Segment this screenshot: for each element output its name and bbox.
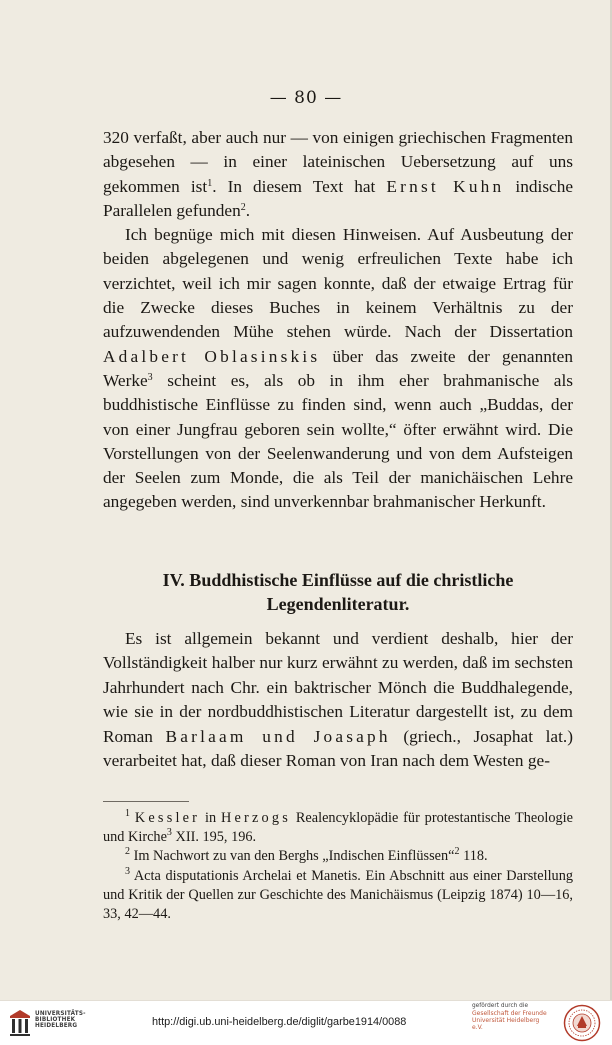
library-name-line-2: BIBLIOTHEK: [35, 1017, 76, 1024]
paragraph-1-text-start: 320 verfaßt, aber auch nur — von einigen griechischen Fragmenten abgesehen — in einer lateinischen Uebersetzung auf uns gekommen ist: [103, 128, 573, 196]
work-title-barlaam: Barlaam und Joasaph: [165, 726, 391, 746]
section-paragraph-1: [103, 627, 573, 773]
digitization-footer: [0, 1000, 612, 1045]
section-heading-line-2: Legendenliteratur.: [266, 594, 410, 614]
funding-label: gefördert durch die: [472, 1003, 529, 1009]
paragraph-1-text-mid: . In diesem Text hat: [212, 176, 387, 196]
university-seal-icon: [563, 1004, 601, 1042]
paragraph-2-text-mid: über das zweite der genannten Werke: [103, 346, 573, 390]
footnote-1: [103, 809, 573, 847]
author-name-oblasinski: Adalbert Oblasinskis: [103, 346, 321, 366]
paragraph-1-text-post: indische Parallelen gefunden: [103, 176, 574, 220]
footnote-2-tail: 118.: [459, 848, 488, 865]
footnote-1-in: in: [200, 810, 221, 826]
footnote-3-text: Acta disputationis Archelai et Manetis. Ein Abschnitt aus einer Darstellung und Kritik der Quellen zur Geschichte des Manichäismus (Leipzig 1874) 10—16, 33, 42—44.: [103, 867, 573, 923]
footnote-1-mark: 1: [125, 808, 130, 819]
footnote-1-edition: 3: [166, 827, 172, 839]
funding-note: [472, 1003, 552, 1031]
footnote-1-tail: XII. 195, 196.: [171, 829, 257, 846]
footnote-2-mark: 2: [125, 846, 130, 858]
paragraph-2-text-post: scheint es, als ob in ihm eher brahmanische als buddhistische Einflüsse zu finden sind, wenn auch „Buddas, der von einer Jungfrau geboren sein wollte,“ öfter erwähnt wird. Die Vorstellungen von der Seelenwanderung und von dem Aufsteigen der Seelen zum Monde, die als Teil der manichäischen Lehre angegeben werden, sind unverkennbar brahmanischer Herkunft.: [103, 370, 573, 512]
footnote-3-mark: 3: [125, 865, 130, 877]
funding-organization-line-1: Gesellschaft der Freunde: [472, 1010, 547, 1017]
university-library-logo-icon: [8, 1008, 32, 1038]
footnote-2-edition: 2: [454, 846, 460, 858]
paragraph-1-text-end: .: [245, 200, 251, 220]
library-name-line-1: UNIVERSITÄTS-: [35, 1011, 86, 1017]
footnotes: [103, 809, 573, 924]
author-name-kuhn: Ernst Kuhn: [386, 176, 505, 196]
page-number: — 80 —: [269, 88, 343, 108]
footnote-1-author: Kessler: [134, 810, 201, 826]
footnote-ref-1: 1: [207, 177, 213, 189]
section-text: [103, 627, 573, 773]
footnote-1-editor: Herzogs: [220, 810, 292, 826]
funding-organization: [472, 1010, 552, 1031]
footnote-ref-3: 3: [147, 371, 153, 383]
paragraph-1: [103, 126, 573, 223]
body-text: [103, 126, 573, 515]
library-name-line-3: HEIDELBERG: [35, 1023, 78, 1030]
footnote-3: [103, 867, 573, 925]
paragraph-2-text-start: Ich begnüge mich mit diesen Hinweisen. Auf Ausbeutung der beiden abgelegenen und wenig erfreulichen Texte habe ich verzichtet, weil ich mir sagen konnte, daß der etwaige Ertrag für die Zwecke dieses Buches in keinem Verhältnis zu der aufzuwendenden Mühe stehen würde. Nach der Dissertation: [103, 225, 573, 342]
section-heading: [103, 568, 573, 616]
funding-organization-line-2: Universität Heidelberg e.V.: [472, 1017, 540, 1031]
section-heading-line-1: IV. Buddhistische Einflüsse auf die christliche: [162, 570, 514, 590]
footnote-1-text: Realencyklopädie für protestantische Theologie und Kirche: [103, 810, 573, 846]
footnote-2-text: Im Nachwort zu van den Berghs „Indischen Einflüssen“: [130, 848, 455, 865]
section-paragraph-1-text-start: Es ist allgemein bekannt und verdient deshalb, hier der Vollständigkeit halber nur kurz erwähnt zu werden, daß im sechsten Jahrhundert nach Chr. ein baktrischer Mönch die Buddhalegende, wie sie in der nordbuddhistischen Literatur dargestellt ist, zu dem Roman: [103, 629, 573, 746]
footnote-2: [103, 847, 573, 866]
paragraph-2: [103, 223, 573, 515]
permalink-url[interactable]: http://digi.ub.uni-heidelberg.de/diglit/garbe1914/0088: [152, 1016, 407, 1028]
footnote-divider: [103, 801, 189, 802]
library-name: [35, 1011, 86, 1030]
section-paragraph-1-text-end: (griech., Josaphat lat.) verarbeitet hat, daß dieser Roman von Iran nach dem Westen ge-: [103, 726, 573, 771]
footnote-ref-2: 2: [240, 201, 246, 213]
